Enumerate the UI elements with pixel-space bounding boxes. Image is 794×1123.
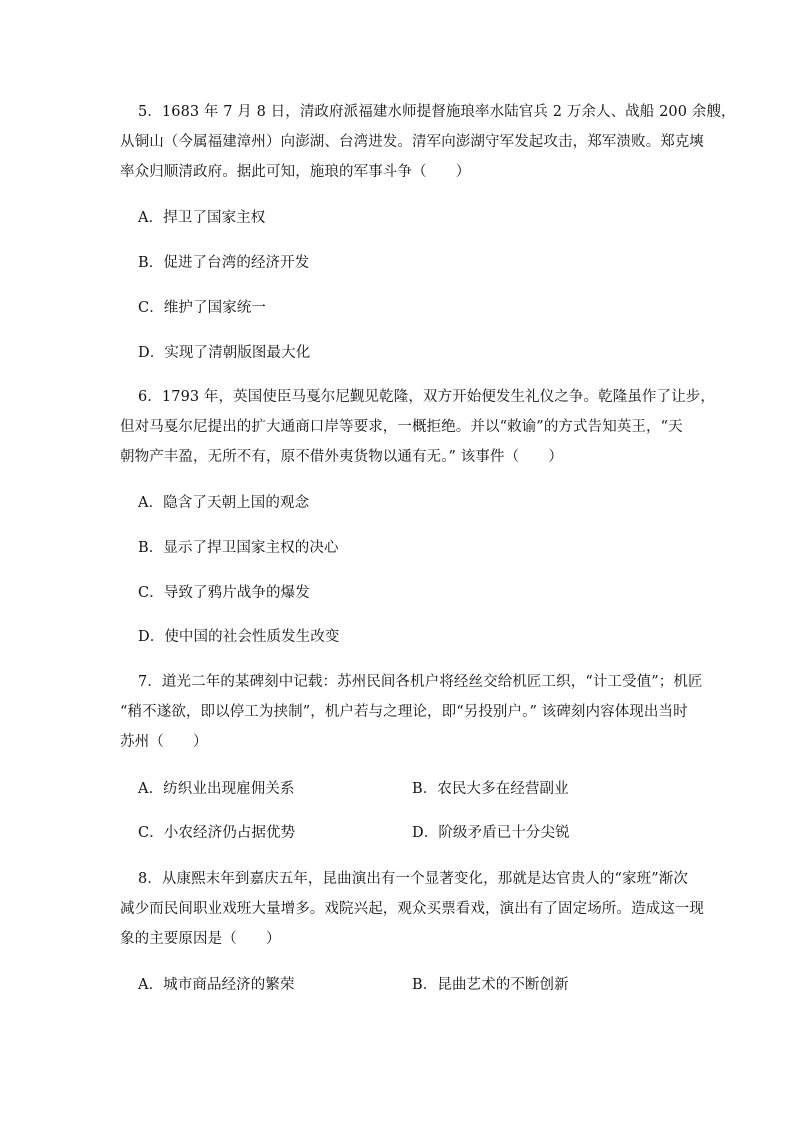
question-7-option-a: A．纺织业出现雇佣关系	[138, 781, 295, 797]
question-5-option-d: D．实现了清朝版图最大化	[138, 345, 311, 361]
question-5-stem-line-3: 率众归顺清政府。据此可知，施琅的军事斗争（ ）	[120, 164, 471, 180]
question-6-stem-line-2: 但对马戛尔尼提出的扩大通商口岸等要求，一概拒绝。并以“敕谕”的方式告知英王，“天	[120, 419, 683, 435]
question-5-stem-line-2: 从铜山（今属福建漳州）向澎湖、台湾进发。清军向澎湖守军发起攻击，郑军溃败。郑克塽	[120, 134, 704, 150]
question-7-stem-line-1: 7．道光二年的某碑刻中记载：苏州民间各机户将经丝交给机匠工织，“计工受值”；机匠	[138, 674, 703, 690]
question-6-option-c: C．导致了鸦片战争的爆发	[138, 585, 310, 601]
question-7-option-c: C．小农经济仍占据优势	[138, 825, 296, 841]
question-5-option-b: B．促进了台湾的经济开发	[138, 255, 310, 271]
question-8-stem-line-2: 减少而民间职业戏班大量增多。戏院兴起，观众买票看戏，演出有了固定场所。造成这一现	[120, 901, 704, 917]
question-5-option-a: A．捍卫了国家主权	[138, 210, 266, 226]
question-6-option-a: A．隐含了天朝上国的观念	[138, 495, 310, 511]
question-7-option-b: B．农民大多在经营副业	[412, 781, 569, 797]
question-6-stem-line-1: 6．1793 年，英国使臣马戛尔尼觐见乾隆，双方开始便发生礼仪之争。乾隆虽作了让步，	[138, 389, 715, 405]
question-8-stem-line-1: 8．从康熙末年到嘉庆五年，昆曲演出有一个显著变化，那就是达官贵人的“家班”渐次	[138, 871, 688, 887]
question-8-stem-line-3: 象的主要原因是（ ）	[120, 931, 281, 947]
question-5-option-c: C．维护了国家统一	[138, 300, 266, 316]
question-8-option-b: B．昆曲艺术的不断创新	[412, 977, 569, 993]
question-6-option-b: B．显示了捍卫国家主权的决心	[138, 540, 339, 556]
question-6-stem-line-3: 朝物产丰盈，无所不有，原不借外夷货物以通有无。” 该事件（ ）	[120, 449, 563, 465]
question-7-stem-line-2: “稍不遂欲，即以停工为挟制”，机户若与之理论，即“另投别户。” 该碑刻内容体现出当时	[120, 704, 688, 720]
question-7-stem-line-3: 苏州（ ）	[120, 734, 208, 750]
question-6-option-d: D．使中国的社会性质发生改变	[138, 629, 340, 645]
question-7-option-d: D．阶级矛盾已十分尖锐	[412, 825, 570, 841]
question-5-stem-line-1: 5．1683 年 7 月 8 日，清政府派福建水师提督施琅率水陆官兵 2 万余人、战船 200 余艘，	[138, 104, 736, 120]
question-8-option-a: A．城市商品经济的繁荣	[138, 977, 295, 993]
